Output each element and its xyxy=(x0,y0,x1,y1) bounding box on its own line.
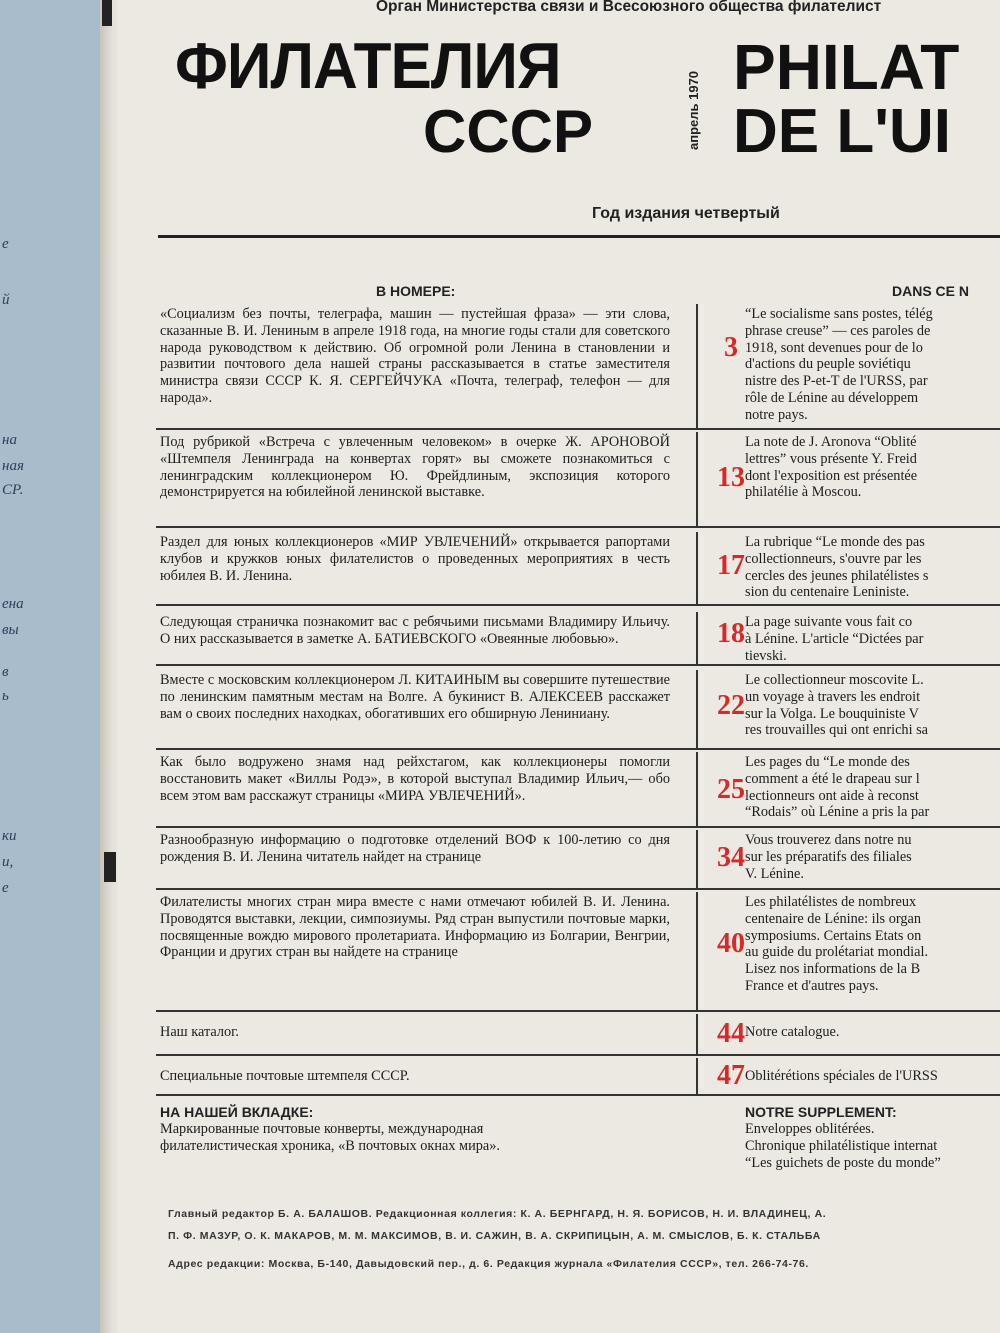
toc-heading-ru: В НОМЕРЕ: xyxy=(376,283,456,299)
toc-entry-fr-line: Vous trouverez dans notre nu xyxy=(745,832,912,848)
toc-entry-fr-line: collectionneurs, s'ouvre par les xyxy=(745,550,922,567)
toc-entry-fr xyxy=(745,1068,1000,1085)
toc-entry-fr-line: symposiums. Certains Etats on xyxy=(745,927,922,944)
toc-entry xyxy=(156,830,1000,888)
toc-entry-fr-line: philatélie à Moscou. xyxy=(745,484,862,501)
title-ru-line2: СССР xyxy=(423,98,594,165)
toc-divider xyxy=(156,1094,1000,1096)
toc-page-number: 13 xyxy=(717,462,745,493)
magazine-page xyxy=(118,0,1000,1333)
supplement-text-ru: Маркированные почтовые конверты, международная филателистическая хроника, «В почтовых окнах мира». xyxy=(160,1121,500,1154)
toc-entry-fr xyxy=(745,672,1000,739)
organ-line: Орган Министерства связи и Всесоюзного общества филателист xyxy=(376,0,882,15)
toc-entry xyxy=(156,1058,1000,1094)
toc-entry-fr-line: au guide du prolétariat mondial. xyxy=(745,944,929,961)
toc-column-divider xyxy=(696,432,698,526)
title-ru-line1: ФИЛАТЕЛИЯ xyxy=(175,30,561,103)
toc-column-divider xyxy=(696,1058,698,1094)
toc-entry-fr-line: res trouvailles qui ont enrichi sa xyxy=(745,722,929,739)
toc-entry-ru: Вместе с московским коллекционером Л. КИТАИНЫМ вы совершите путешествие по ленинским памятным местам на Волге. А букинист В. АЛЕКСЕЕВ расскажет вам о своих последних находках, обогативших его обширную Лениниану. xyxy=(160,672,670,722)
toc-entry-ru: Филателисты многих стран мира вместе с нами отмечают юбилей В. И. Ленина. Проводятся выставки, лекции, симпозиумы. Ряд стран выпустили почтовые марки, посвященные вождю мирового пролетариата. Информацию из Болгарии, Венгрии, Франции и других стран вы найдете на странице xyxy=(160,894,670,961)
toc-entry-fr xyxy=(745,434,1000,501)
toc-entry-fr xyxy=(745,894,1000,995)
toc-entry-fr-line: La page suivante vous fait co xyxy=(745,614,913,630)
toc-entry-fr-line: 1918, sont devenues pour de lo xyxy=(745,339,923,356)
toc-page-number: 47 xyxy=(717,1060,745,1091)
toc-column-divider xyxy=(696,752,698,826)
toc-heading-fr: DANS CE N xyxy=(892,283,970,299)
toc-entry-fr-line: dont l'exposition est présentée xyxy=(745,467,918,484)
toc-entry-ru: Разнообразную информацию о подготовке отделений ВОФ к 100-летию со дня рождения В. И. Ленина читатель найдет на странице xyxy=(160,832,670,865)
toc-entry-fr-line: lectionneurs ont aide à reconst xyxy=(745,787,919,804)
toc-entry-fr-line: “Rodais” où Lénine a pris la par xyxy=(745,804,930,821)
toc-entry xyxy=(156,432,1000,526)
spine-mark xyxy=(104,852,116,882)
toc-entry xyxy=(156,304,1000,428)
adjacent-page-fragment: e xyxy=(2,236,9,252)
toc-column-divider xyxy=(696,670,698,748)
toc-divider xyxy=(156,1054,1000,1056)
toc-entry-fr-line: Les pages du “Le monde des xyxy=(745,754,910,770)
toc-entry-fr xyxy=(745,534,1000,601)
toc-page-number: 34 xyxy=(717,842,745,873)
toc-entry-fr-line: lettres” vous présente Y. Freid xyxy=(745,450,917,467)
toc-divider xyxy=(156,888,1000,890)
toc-entry-fr-line: comment a été le drapeau sur l xyxy=(745,770,920,787)
toc-entry xyxy=(156,1014,1000,1054)
toc-page-number: 25 xyxy=(717,774,745,805)
adjacent-page-fragment: ная xyxy=(2,458,24,474)
toc-entry xyxy=(156,612,1000,664)
toc-divider xyxy=(156,604,1000,606)
toc-entry-fr xyxy=(745,754,1000,821)
toc-page-number: 22 xyxy=(717,690,745,721)
toc-entry-fr-line: rôle de Lénine au développem xyxy=(745,389,919,406)
toc-entry-fr-line: La note de J. Aronova “Oblité xyxy=(745,434,917,450)
toc-page-number: 40 xyxy=(717,928,745,959)
toc-divider xyxy=(156,526,1000,528)
toc-entry-ru: Под рубрикой «Встреча с увлеченным человеком» в очерке Ж. АРОНОВОЙ «Штемпеля Ленинграда на конвертах горят» вы сможете познакомиться с ленинградским коллекционером Ю. Фрейдлиным, экспозиция которого демонстрируется на юбилейной ленинской выставке. xyxy=(160,434,670,501)
toc-entry-fr-line: phrase creuse” — ces paroles de xyxy=(745,322,931,339)
toc-entry-ru: «Социализм без почты, телеграфа, машин — пустейшая фраза» — эти слова, сказанные В. И. Лениным в апреле 1918 года, на многие годы стали для советского народа руководством к действию. Об огромной роли Ленина в становлении и развитии почтового дела нашей страны рассказывается в статье заместителя министра связи СССР К. Я. СЕРГЕЙЧУКА «Почта, телеграф, телефон — для народа». xyxy=(160,306,670,406)
toc-entry-fr-line: France et d'autres pays. xyxy=(745,977,879,994)
supplement-heading-fr: NOTRE SUPPLEMENT: xyxy=(745,1104,897,1120)
adjacent-page-fragment: на xyxy=(2,432,17,448)
toc-page-number: 44 xyxy=(717,1018,745,1049)
toc-column-divider xyxy=(696,532,698,604)
title-fr-line1: PHILAT xyxy=(733,31,960,103)
toc-entry-fr-line: V. Lénine. xyxy=(745,865,804,882)
adjacent-page-fragment: ки xyxy=(2,828,17,844)
toc-entry-fr-line: d'actions du peuple soviétiqu xyxy=(745,356,911,373)
toc-column-divider xyxy=(696,612,698,664)
toc-entry-fr-line: centenaire de Lénine: ils organ xyxy=(745,910,921,927)
toc-entry xyxy=(156,532,1000,604)
toc-entry-fr-line: sur la Volga. Le bouquiniste V xyxy=(745,705,919,722)
adjacent-page-fragment: в xyxy=(2,664,9,680)
toc-divider xyxy=(156,1010,1000,1012)
toc-entry-fr-line: à Lénine. L'article “Dictées par xyxy=(745,630,924,647)
toc-divider xyxy=(156,664,1000,666)
toc-entry-fr xyxy=(745,306,1000,424)
adjacent-page-fragment: вы xyxy=(2,622,19,638)
toc-entry-fr xyxy=(745,832,1000,882)
toc-entry xyxy=(156,892,1000,1010)
toc-column-divider xyxy=(696,304,698,428)
toc-entry-fr-line: Le collectionneur moscovite L. xyxy=(745,672,924,688)
binding-spine xyxy=(100,0,120,1333)
toc-entry-fr-line: un voyage à travers les endroit xyxy=(745,688,921,705)
adjacent-page-fragment: ь xyxy=(2,688,9,704)
adjacent-page-fragment: и, xyxy=(2,854,14,870)
toc-entry-fr-line: Lisez nos informations de la B xyxy=(745,961,921,978)
toc-entry xyxy=(156,752,1000,826)
toc-entry-ru: Следующая страничка познакомит вас с ребячьими письмами Владимиру Ильичу. О них рассказывается в заметке А. БАТИЕВСКОГО «Овеянные любовью». xyxy=(160,614,670,647)
toc-entry-fr-line: nistre des P-et-T de l'URSS, par xyxy=(745,373,928,390)
toc-entry-fr-line: Notre catalogue. xyxy=(745,1024,840,1040)
toc-divider xyxy=(156,428,1000,430)
supplement-line-fr: “Les guichets de poste du monde” xyxy=(745,1154,941,1171)
supplement-lines-fr xyxy=(745,1121,941,1171)
year-label: Год издания четвертый xyxy=(592,205,780,222)
toc-entry-fr-line: notre pays. xyxy=(745,406,808,423)
toc-entry-fr-line: cercles des jeunes philatélistes s xyxy=(745,567,929,584)
toc-page-number: 3 xyxy=(724,332,738,363)
issue-date: апрель 1970 xyxy=(686,70,701,150)
adjacent-page-fragment: й xyxy=(2,292,10,308)
credits-line-2: П. Ф. МАЗУР, О. К. МАКАРОВ, М. М. МАКСИМОВ, В. И. САЖИН, В. А. СКРИПИЦЫН, А. М. СМЫСЛОВ, Б. К. СТАЛЬБА xyxy=(168,1230,821,1242)
toc-column-divider xyxy=(696,892,698,1010)
adjacent-page xyxy=(0,0,100,1333)
toc-entry-ru: Как было водружено знамя над рейхстагом, как коллекционеры помогли восстановить макет «Виллы Родэ», в которой выступал Владимир Ильич,— обо всем этом вам расскажут страницы «МИРА УВЛЕЧЕНИЙ». xyxy=(160,754,670,804)
adjacent-page-fragment: е xyxy=(2,880,9,896)
toc-entry-ru: Специальные почтовые штемпеля СССР. xyxy=(160,1068,410,1084)
toc-entry-fr-line: Les philatélistes de nombreux xyxy=(745,894,917,910)
adjacent-page-fragment: ена xyxy=(2,596,24,612)
toc-entry-fr xyxy=(745,1024,1000,1041)
toc-entry-ru: Раздел для юных коллекционеров «МИР УВЛЕЧЕНИЙ» открывается рапортами клубов и кружков юных филателистов о проведенных мероприятиях в честь юбилея В. И. Ленина. xyxy=(160,534,670,584)
credits-line-1: Главный редактор Б. А. БАЛАШОВ. Редакционная коллегия: К. А. БЕРНГАРД, Н. Я. БОРИСОВ, Н. И. ВЛАДИНЕЦ, А. xyxy=(168,1208,827,1220)
toc-entry-fr-line: Oblitérétions spéciales de l'URSS xyxy=(745,1068,938,1084)
supplement-line-fr: Chronique philatélistique internat xyxy=(745,1137,938,1154)
header-rule xyxy=(158,235,1000,238)
toc-page-number: 17 xyxy=(717,550,745,581)
supplement-line-fr: Enveloppes oblitérées. xyxy=(745,1121,875,1137)
toc-column-divider xyxy=(696,830,698,888)
toc-entry-fr-line: “Le socialisme sans postes, télég xyxy=(745,306,933,322)
toc-entry-fr-line: sion du centenaire Leniniste. xyxy=(745,584,910,601)
toc-divider xyxy=(156,748,1000,750)
title-fr-line2: DE L'UI xyxy=(733,97,951,166)
adjacent-page-fragment: СР. xyxy=(2,482,24,498)
toc-entry-fr xyxy=(745,614,1000,664)
toc-entry-fr-line: sur les préparatifs des filiales xyxy=(745,848,912,865)
toc-entry-fr-line: tievski. xyxy=(745,647,787,664)
spine-mark xyxy=(102,0,112,26)
toc-column-divider xyxy=(696,1014,698,1054)
supplement-heading-ru: НА НАШЕЙ ВКЛАДКЕ: xyxy=(160,1104,314,1120)
toc-divider xyxy=(156,826,1000,828)
toc-page-number: 18 xyxy=(717,618,745,649)
toc-entry-fr-line: La rubrique “Le monde des pas xyxy=(745,534,925,550)
credits-line-3: Адрес редакции: Москва, Б-140, Давыдовский пер., д. 6. Редакция журнала «Филателия СССР», тел. 266-74-76. xyxy=(168,1258,809,1270)
toc-entry xyxy=(156,670,1000,748)
toc-entry-ru: Наш каталог. xyxy=(160,1024,239,1040)
